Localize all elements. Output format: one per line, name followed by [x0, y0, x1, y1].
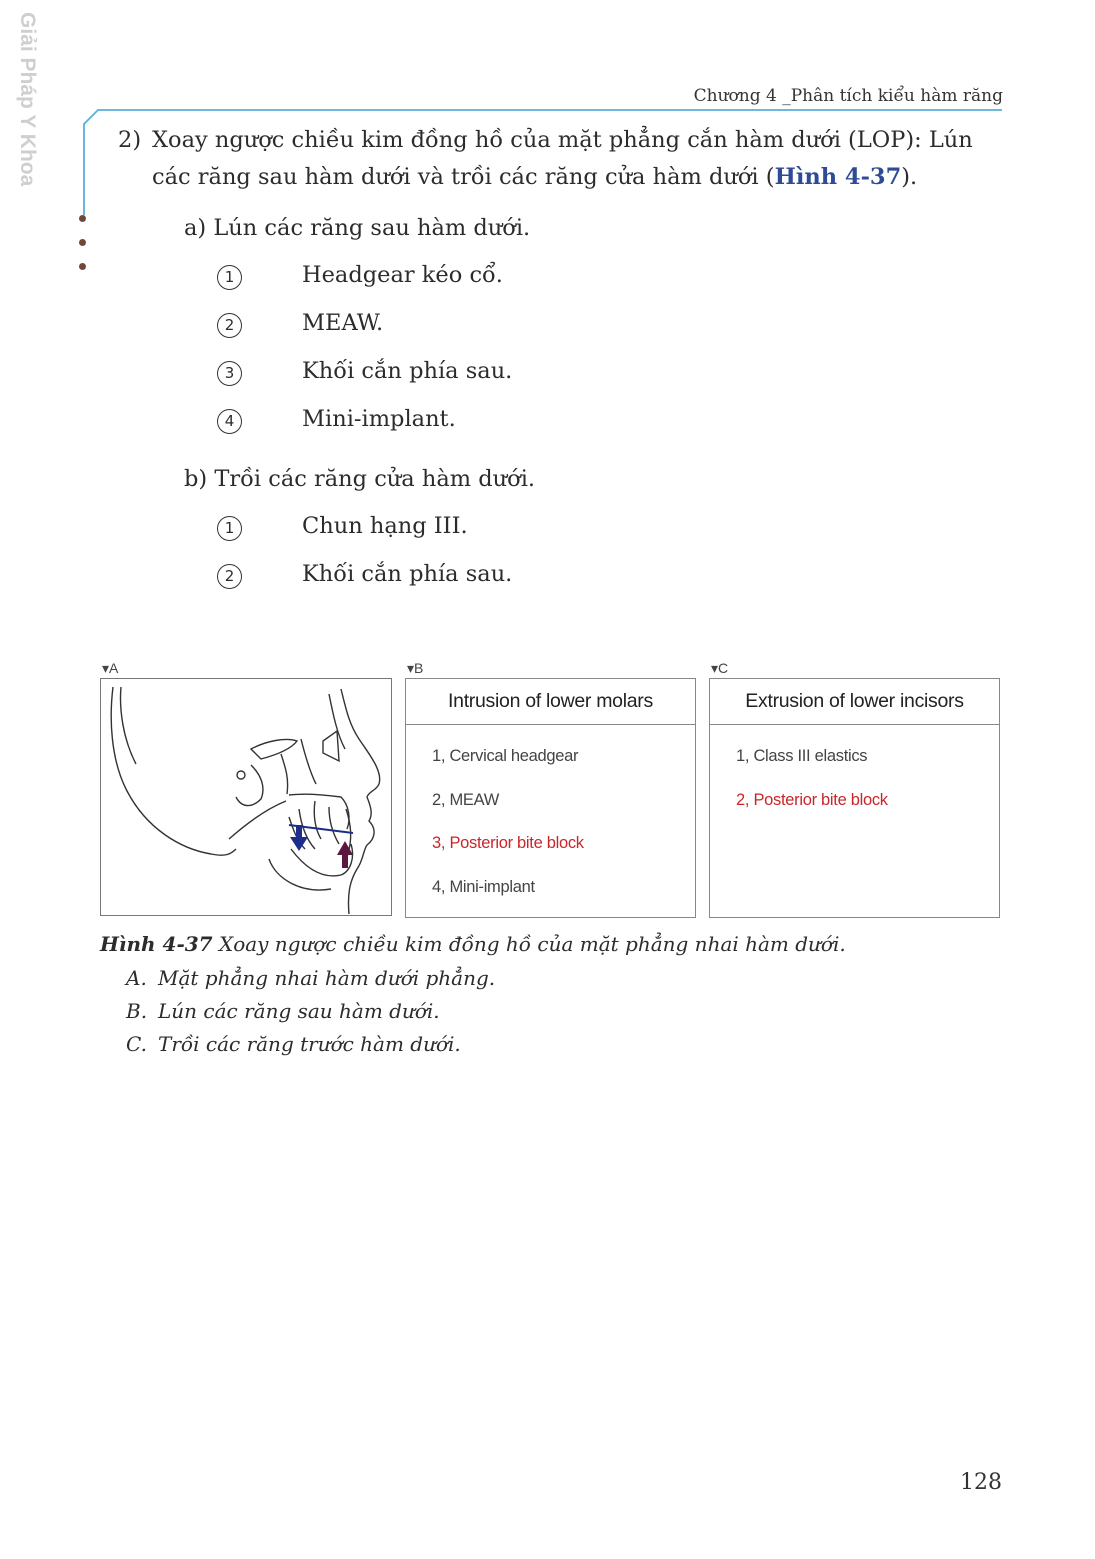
section-a-heading: a) Lún các răng sau hàm dưới.	[184, 215, 531, 241]
chapter-title: Chương 4 _Phân tích kiểu hàm răng	[693, 86, 1003, 106]
panel-a-tag: ▾A	[102, 660, 119, 676]
caption-item-b: B. Lún các răng sau hàm dưới.	[126, 999, 440, 1023]
circled-number: 4	[217, 409, 242, 434]
watermark-text: Giải Pháp Y Khoa	[16, 12, 39, 187]
circled-number: 2	[217, 564, 242, 589]
item-2-text: Xoay ngược chiều kim đồng hồ của mặt phẳng cắn hàm dưới (LOP): Lún các răng sau hàm dưới và trồi các răng cửa hàm dưới (Hình 4-37).	[152, 127, 973, 190]
panel-c-item: 1, Class III elastics	[736, 747, 868, 765]
panel-b-item: 2, MEAW	[432, 790, 499, 809]
circled-number: 2	[217, 313, 242, 338]
circled-number: 1	[217, 265, 242, 290]
figure-reference: Hình 4-37	[774, 164, 902, 190]
caption-label: Hình 4-37	[100, 932, 213, 956]
panel-b-item: 1, Cervical headgear	[432, 747, 579, 765]
head-profile-illustration	[101, 679, 390, 914]
panel-c-item-highlighted: 2, Posterior bite block	[736, 790, 888, 809]
panel-c-extrusion-list	[709, 678, 1000, 918]
panel-c-tag: ▾C	[711, 660, 729, 676]
panel-a-cephalometric-drawing	[100, 678, 392, 916]
section-b-heading: b) Trồi các răng cửa hàm dưới.	[184, 466, 536, 492]
panel-b-item-highlighted: 3, Posterior bite block	[432, 834, 584, 852]
panel-b-intrusion-list	[405, 678, 696, 918]
caption-item-a: A. Mặt phẳng nhai hàm dưới phẳng.	[126, 966, 496, 990]
caption-item-c: C. Trồi các răng trước hàm dưới.	[126, 1032, 461, 1056]
circled-number: 1	[217, 516, 242, 541]
decorative-dots	[79, 215, 91, 287]
item-2-paragraph	[118, 122, 1003, 196]
item-number: 2)	[118, 127, 142, 153]
circled-number: 3	[217, 361, 242, 386]
panel-c-title: Extrusion of lower incisors	[710, 679, 999, 725]
page-number: 128	[960, 1470, 1002, 1495]
figure-4-37	[100, 660, 1002, 920]
panel-b-item: 4, Mini-implant	[432, 877, 535, 896]
panel-b-tag: ▾B	[407, 660, 424, 676]
panel-b-title: Intrusion of lower molars	[406, 679, 695, 725]
figure-caption: Hình 4-37 Xoay ngược chiều kim đồng hồ của mặt phẳng nhai hàm dưới.	[100, 932, 846, 956]
